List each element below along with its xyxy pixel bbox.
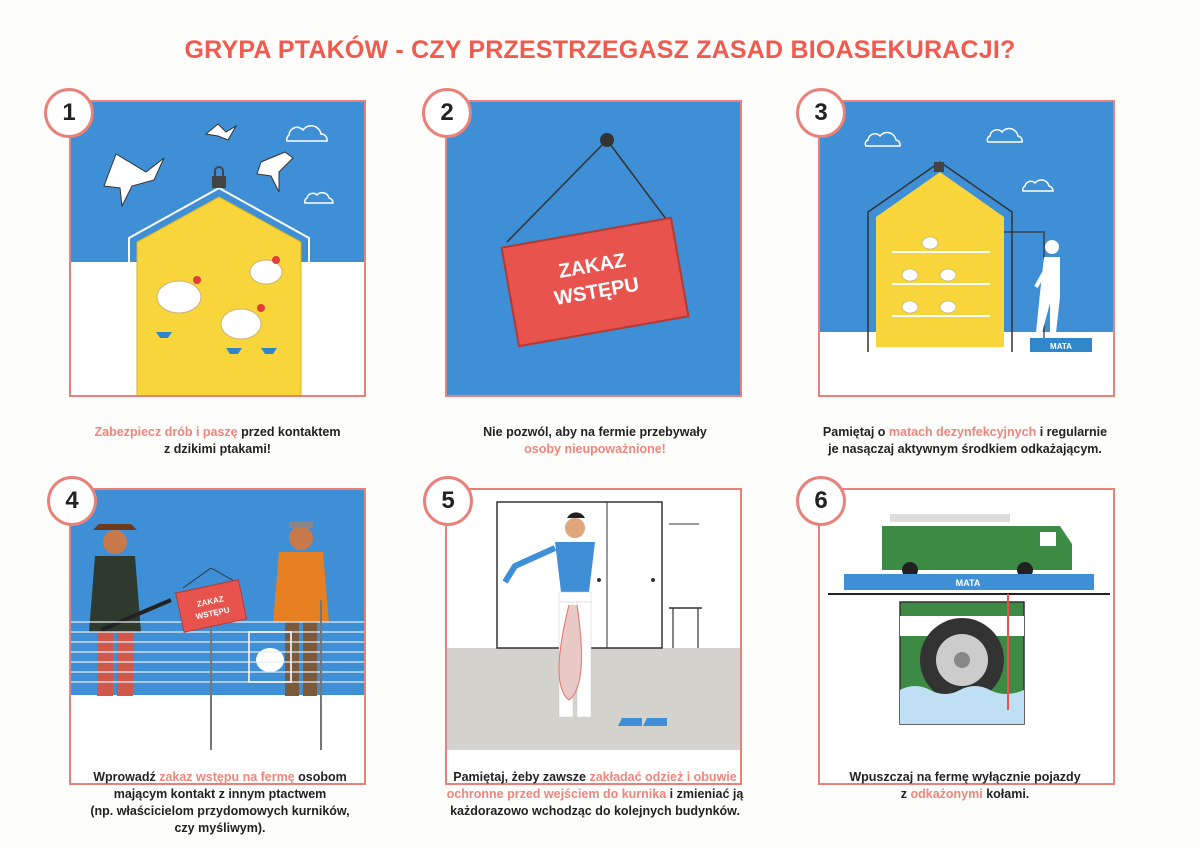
caption-text: Wpuszczaj na fermę wyłącznie pojazdy [849,770,1081,784]
caption-text: i regularnie [1036,425,1108,439]
caption-text: czy myśliwym). [174,821,266,835]
caption-text: z [900,787,911,801]
caption-text: Pamiętaj, żeby zawsze [453,770,590,784]
caption-text: Nie pozwól, aby na fermie przebywały [483,425,707,439]
caption-text: (np. właścicielom przydomowych kurników, [90,804,350,818]
step-number-1: 1 [44,88,94,138]
caption-text: osobom [294,770,347,784]
caption-text: kołami. [982,787,1030,801]
step-number-6: 6 [796,476,846,526]
caption-step-3 [790,424,1140,458]
caption-text: i zmieniać ją [666,787,744,801]
caption-step-2 [425,424,765,458]
caption-text: każdorazowo wchodząc do kolejnych budynków. [450,804,740,818]
panel-6-illustration [818,488,1115,785]
caption-highlight: Zabezpiecz drób i paszę [94,425,238,439]
sign-line-2: WSTĘPU [552,273,641,311]
step-number-2: 2 [422,88,472,138]
sign-line-2: WSTĘPU [195,605,231,622]
caption-highlight: odkażonymi [910,787,983,801]
caption-highlight: osoby nieupoważnione! [524,442,666,456]
sign-line-1: ZAKAZ [556,249,628,283]
panel-3-illustration [818,100,1115,397]
caption-text: mającym kontakt z innym ptactwem [113,787,327,801]
caption-text: przed kontaktem [237,425,341,439]
caption-text: je nasączaj aktywnym środkiem odkażającym. [828,442,1102,456]
sign-line-1: ZAKAZ [196,594,225,609]
mat-label: MATA [955,578,981,588]
caption-step-6 [790,769,1140,803]
mat-label: MATA [1050,342,1072,351]
caption-highlight: zakładać odzież i obuwie [589,770,737,784]
caption-step-5 [420,769,770,820]
panel-1-illustration [69,100,366,397]
caption-text: Pamiętaj o [822,425,889,439]
caption-step-4 [50,769,390,837]
caption-text: z dzikimi ptakami! [164,442,271,456]
page-title: GRYPA PTAKÓW - CZY PRZESTRZEGASZ ZASAD BIOASEKURACJI? [184,36,1016,64]
step-number-4: 4 [47,476,97,526]
caption-highlight: zakaz wstępu na fermę [159,770,295,784]
step-number-5: 5 [423,476,473,526]
caption-highlight: matach dezynfekcyjnych [888,425,1037,439]
panel-5-illustration [445,488,742,785]
caption-highlight: ochronne przed wejściem do kurnika [446,787,667,801]
caption-text: Wprowadź [93,770,160,784]
caption-step-1 [50,424,385,458]
panel-4-illustration [69,488,366,785]
panel-2-illustration [445,100,742,397]
caption-step-4-clip [50,769,390,843]
step-number-3: 3 [796,88,846,138]
